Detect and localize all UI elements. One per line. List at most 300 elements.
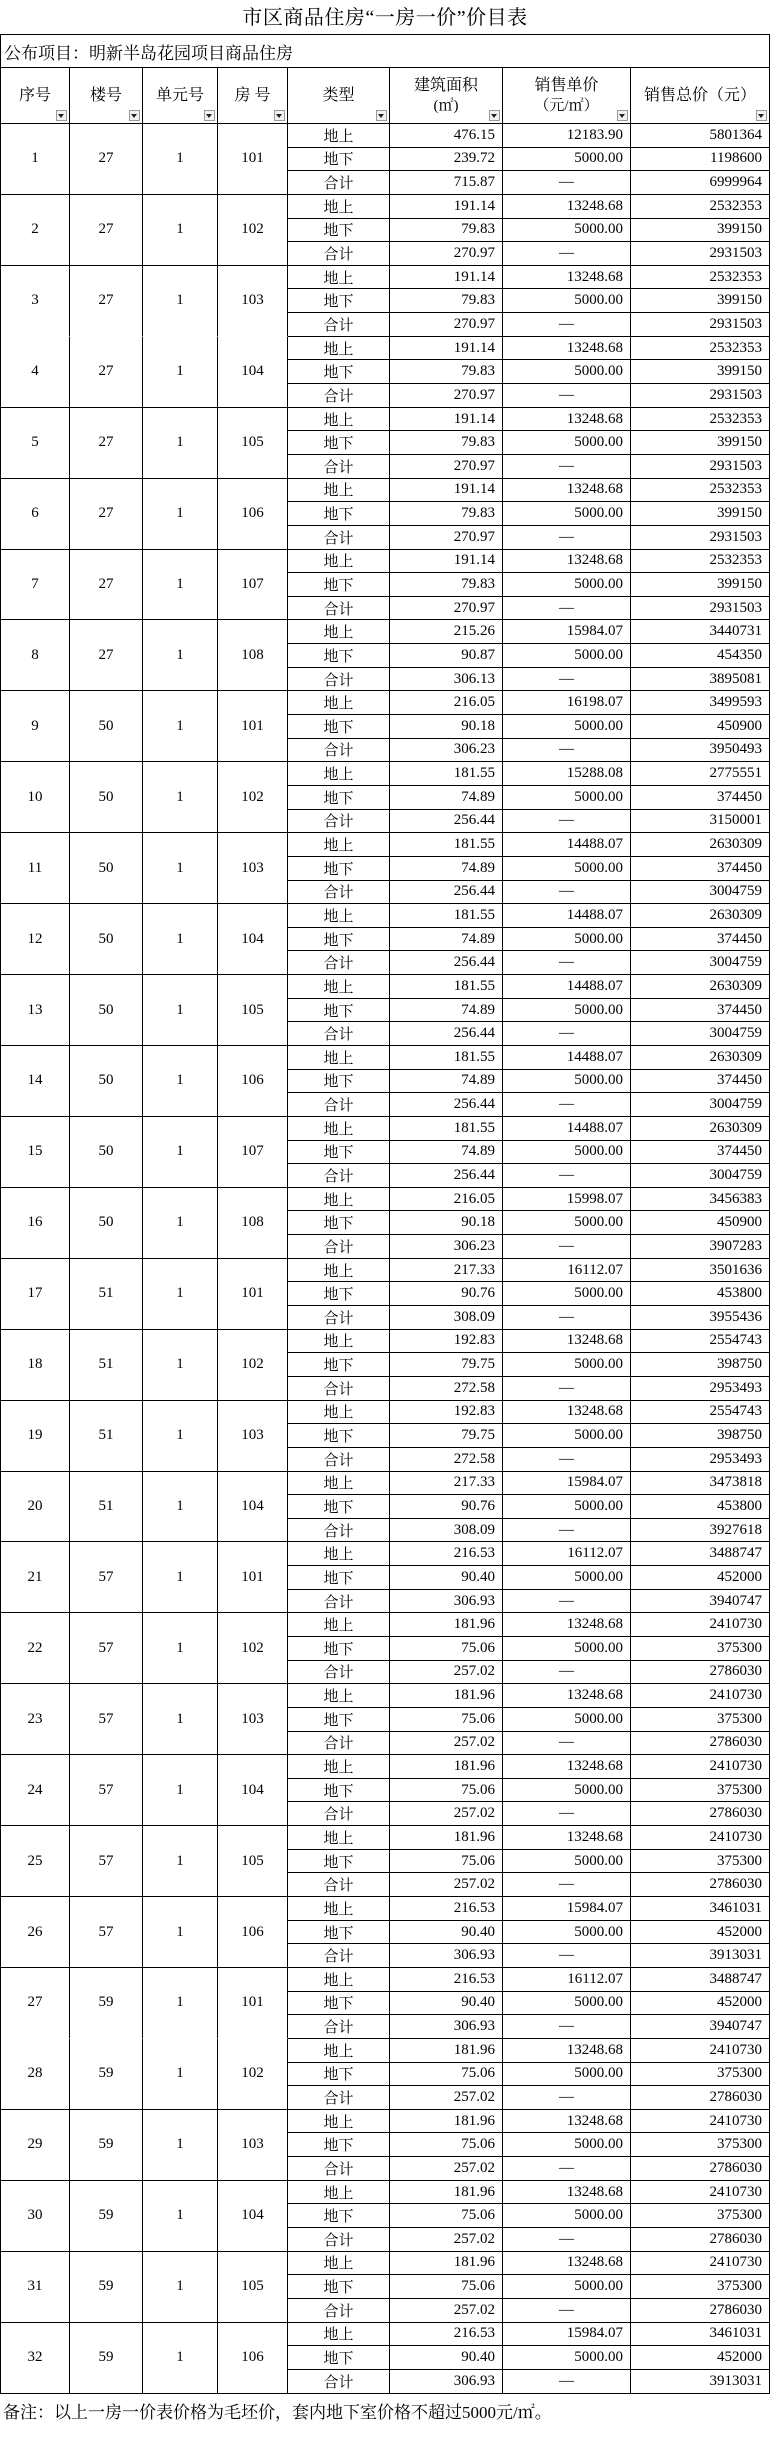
cell-total-price: 2953493 (631, 1448, 770, 1472)
cell-unit-price: — (503, 1306, 631, 1330)
cell-type: 地下 (288, 431, 390, 455)
cell-unit: 1 (143, 1755, 218, 1826)
cell-type: 地上 (288, 833, 390, 857)
cell-unit: 1 (143, 124, 218, 195)
cell-seq: 18 (1, 1330, 70, 1401)
cell-unit-price: 5000.00 (503, 360, 631, 384)
cell-unit-price: — (503, 1519, 631, 1543)
cell-area: 216.05 (390, 1188, 503, 1212)
cell-area: 257.02 (390, 2157, 503, 2181)
cell-room: 104 (218, 2181, 288, 2252)
cell-unit-price: 5000.00 (503, 1992, 631, 2016)
cell-building: 50 (70, 1117, 143, 1188)
cell-unit-price: 14488.07 (503, 904, 631, 928)
cell-unit-price: 5000.00 (503, 715, 631, 739)
cell-area: 181.55 (390, 1117, 503, 1141)
cell-total-price: 2410730 (631, 2252, 770, 2276)
cell-room: 102 (218, 762, 288, 833)
cell-unit-price: — (503, 455, 631, 479)
cell-building: 27 (70, 550, 143, 621)
cell-type: 地上 (288, 762, 390, 786)
cell-type: 地上 (288, 479, 390, 503)
cell-unit-price: — (503, 1802, 631, 1826)
cell-area: 257.02 (390, 2228, 503, 2252)
cell-room: 101 (218, 691, 288, 762)
cell-total-price: 2630309 (631, 975, 770, 999)
cell-unit: 1 (143, 1259, 218, 1330)
header-type (288, 68, 390, 124)
cell-seq: 29 (1, 2110, 70, 2181)
cell-total-price: 3461031 (631, 1897, 770, 1921)
cell-area: 306.93 (390, 1590, 503, 1614)
cell-total-price: 2786030 (631, 1661, 770, 1685)
cell-type: 地上 (288, 1117, 390, 1141)
cell-unit-price: 5000.00 (503, 1070, 631, 1094)
cell-type: 地下 (288, 2133, 390, 2157)
dropdown-filter-icon[interactable] (617, 110, 628, 121)
cell-type: 地下 (288, 219, 390, 243)
cell-area: 192.83 (390, 1401, 503, 1425)
cell-seq: 1 (1, 124, 70, 195)
cell-unit-price: 5000.00 (503, 1637, 631, 1661)
cell-type: 地上 (288, 1613, 390, 1637)
cell-unit-price: 15288.08 (503, 762, 631, 786)
cell-unit-price: 16112.07 (503, 1542, 631, 1566)
price-table (0, 34, 770, 2394)
cell-building: 59 (70, 1968, 143, 2039)
cell-type: 地下 (288, 1495, 390, 1519)
cell-total-price: 3955436 (631, 1306, 770, 1330)
cell-area: 257.02 (390, 2086, 503, 2110)
cell-total-price: 2630309 (631, 1117, 770, 1141)
cell-unit-price: — (503, 1448, 631, 1472)
cell-unit: 1 (143, 479, 218, 550)
cell-room: 108 (218, 1188, 288, 1259)
cell-unit-price: — (503, 2228, 631, 2252)
cell-unit: 1 (143, 408, 218, 479)
cell-total-price: 399150 (631, 502, 770, 526)
cell-room: 101 (218, 124, 288, 195)
cell-unit: 1 (143, 1401, 218, 1472)
cell-unit-price: 5000.00 (503, 219, 631, 243)
cell-unit-price: 5000.00 (503, 2275, 631, 2299)
cell-unit-price: — (503, 597, 631, 621)
cell-room: 105 (218, 2252, 288, 2323)
cell-unit-price: — (503, 668, 631, 692)
cell-type: 地下 (288, 289, 390, 313)
cell-unit: 1 (143, 691, 218, 762)
cell-type: 合计 (288, 2370, 390, 2394)
cell-building: 27 (70, 266, 143, 337)
cell-building: 27 (70, 620, 143, 691)
cell-type: 地上 (288, 337, 390, 361)
cell-type: 合计 (288, 1235, 390, 1259)
cell-unit: 1 (143, 620, 218, 691)
cell-area: 270.97 (390, 384, 503, 408)
cell-unit-price: 5000.00 (503, 1850, 631, 1874)
cell-unit-price: 15998.07 (503, 1188, 631, 1212)
cell-building: 50 (70, 904, 143, 975)
cell-seq: 26 (1, 1897, 70, 1968)
cell-total-price: 2786030 (631, 2299, 770, 2323)
cell-total-price: 3895081 (631, 668, 770, 692)
cell-unit: 1 (143, 833, 218, 904)
header-total-price (631, 68, 770, 124)
cell-type: 地下 (288, 1566, 390, 1590)
cell-seq: 6 (1, 479, 70, 550)
cell-area: 217.33 (390, 1259, 503, 1283)
cell-room: 103 (218, 266, 288, 337)
cell-type: 地上 (288, 975, 390, 999)
cell-total-price: 3456383 (631, 1188, 770, 1212)
cell-area: 306.13 (390, 668, 503, 692)
cell-unit-price: 13248.68 (503, 550, 631, 574)
cell-building: 27 (70, 479, 143, 550)
cell-total-price: 3913031 (631, 2370, 770, 2394)
cell-total-price: 399150 (631, 219, 770, 243)
cell-unit-price: 12183.90 (503, 124, 631, 148)
cell-unit-price: — (503, 384, 631, 408)
cell-area: 90.18 (390, 1211, 503, 1235)
cell-area: 308.09 (390, 1306, 503, 1330)
cell-unit-price: — (503, 526, 631, 550)
cell-room: 104 (218, 1755, 288, 1826)
cell-type: 合计 (288, 1377, 390, 1401)
cell-building: 27 (70, 408, 143, 479)
cell-type: 地下 (288, 928, 390, 952)
cell-total-price: 3004759 (631, 1093, 770, 1117)
cell-total-price: 3004759 (631, 1164, 770, 1188)
cell-type: 合计 (288, 1519, 390, 1543)
dropdown-filter-icon[interactable] (376, 110, 387, 121)
cell-unit: 1 (143, 2181, 218, 2252)
cell-area: 79.83 (390, 219, 503, 243)
cell-building: 50 (70, 833, 143, 904)
cell-area: 79.83 (390, 289, 503, 313)
cell-type: 地上 (288, 2110, 390, 2134)
cell-area: 90.76 (390, 1495, 503, 1519)
cell-type: 地上 (288, 904, 390, 928)
cell-total-price: 399150 (631, 360, 770, 384)
cell-seq: 23 (1, 1684, 70, 1755)
cell-unit-price: 13248.68 (503, 1613, 631, 1637)
cell-building: 59 (70, 2181, 143, 2252)
cell-total-price: 2931503 (631, 455, 770, 479)
dropdown-filter-icon[interactable] (756, 110, 767, 121)
cell-total-price: 452000 (631, 1566, 770, 1590)
cell-total-price: 3488747 (631, 1542, 770, 1566)
cell-unit-price: 14488.07 (503, 975, 631, 999)
cell-type: 合计 (288, 810, 390, 834)
cell-area: 256.44 (390, 951, 503, 975)
cell-seq: 25 (1, 1826, 70, 1897)
cell-unit-price: 5000.00 (503, 1495, 631, 1519)
header-label: 销售单价 (534, 76, 599, 94)
cell-unit-price: — (503, 1873, 631, 1897)
cell-total-price: 2931503 (631, 526, 770, 550)
cell-area: 90.40 (390, 1566, 503, 1590)
cell-unit-price: 5000.00 (503, 786, 631, 810)
cell-type: 地下 (288, 1992, 390, 2016)
header-label: 序号 (18, 86, 51, 104)
cell-type: 地上 (288, 1472, 390, 1496)
cell-seq: 17 (1, 1259, 70, 1330)
header-label: 房 号 (234, 86, 271, 104)
cell-building: 27 (70, 124, 143, 195)
cell-unit-price: 13248.68 (503, 266, 631, 290)
dropdown-filter-icon[interactable] (129, 110, 140, 121)
cell-unit: 1 (143, 2252, 218, 2323)
cell-area: 181.96 (390, 1684, 503, 1708)
project-name: 公布项目：明新半岛花园项目商品住房 (1, 35, 770, 68)
header-label: 建筑面积 (413, 76, 478, 94)
cell-type: 地下 (288, 1282, 390, 1306)
cell-room: 102 (218, 1330, 288, 1401)
cell-seq: 8 (1, 620, 70, 691)
cell-unit: 1 (143, 762, 218, 833)
cell-type: 地下 (288, 1424, 390, 1448)
cell-total-price: 374450 (631, 1070, 770, 1094)
cell-unit-price: — (503, 1235, 631, 1259)
cell-total-price: 3499593 (631, 691, 770, 715)
cell-total-price: 450900 (631, 1211, 770, 1235)
cell-unit-price: 13248.68 (503, 1826, 631, 1850)
header-unit-price (503, 68, 631, 124)
cell-area: 239.72 (390, 148, 503, 172)
cell-room: 105 (218, 1826, 288, 1897)
cell-unit: 1 (143, 195, 218, 266)
cell-type: 地下 (288, 2275, 390, 2299)
dropdown-filter-icon[interactable] (56, 110, 67, 121)
cell-total-price: 399150 (631, 573, 770, 597)
cell-room: 103 (218, 2110, 288, 2181)
cell-unit-price: — (503, 739, 631, 763)
cell-area: 181.96 (390, 2110, 503, 2134)
cell-seq: 10 (1, 762, 70, 833)
cell-area: 74.89 (390, 1141, 503, 1165)
cell-type: 地下 (288, 360, 390, 384)
cell-total-price: 375300 (631, 1779, 770, 1803)
cell-total-price: 3440731 (631, 620, 770, 644)
cell-seq: 13 (1, 975, 70, 1046)
cell-area: 90.18 (390, 715, 503, 739)
cell-building: 57 (70, 1897, 143, 1968)
cell-building: 59 (70, 2252, 143, 2323)
cell-unit-price: — (503, 313, 631, 337)
cell-area: 79.83 (390, 573, 503, 597)
cell-unit-price: 5000.00 (503, 1779, 631, 1803)
cell-type: 地下 (288, 715, 390, 739)
cell-area: 75.06 (390, 2133, 503, 2157)
cell-area: 181.55 (390, 975, 503, 999)
cell-room: 105 (218, 975, 288, 1046)
cell-room: 104 (218, 337, 288, 408)
cell-type: 合计 (288, 1164, 390, 1188)
cell-area: 74.89 (390, 928, 503, 952)
cell-unit-price: — (503, 1022, 631, 1046)
cell-unit-price: 5000.00 (503, 644, 631, 668)
cell-type: 地下 (288, 1353, 390, 1377)
cell-seq: 21 (1, 1542, 70, 1613)
cell-total-price: 2953493 (631, 1377, 770, 1401)
cell-total-price: 2410730 (631, 2039, 770, 2063)
cell-building: 59 (70, 2110, 143, 2181)
cell-unit-price: 13248.68 (503, 1755, 631, 1779)
cell-room: 104 (218, 904, 288, 975)
cell-unit: 1 (143, 2039, 218, 2110)
cell-total-price: 453800 (631, 1495, 770, 1519)
cell-area: 90.40 (390, 1921, 503, 1945)
cell-unit-price: 16198.07 (503, 691, 631, 715)
dropdown-filter-icon[interactable] (274, 110, 285, 121)
cell-unit-price: 5000.00 (503, 1353, 631, 1377)
cell-unit: 1 (143, 1117, 218, 1188)
cell-area: 191.14 (390, 550, 503, 574)
cell-type: 地上 (288, 1046, 390, 1070)
cell-total-price: 2532353 (631, 337, 770, 361)
cell-area: 74.89 (390, 1070, 503, 1094)
cell-seq: 32 (1, 2323, 70, 2394)
cell-building: 50 (70, 1188, 143, 1259)
cell-area: 306.93 (390, 2015, 503, 2039)
cell-area: 306.93 (390, 2370, 503, 2394)
cell-room: 101 (218, 1259, 288, 1330)
cell-building: 51 (70, 1401, 143, 1472)
cell-room: 102 (218, 2039, 288, 2110)
cell-building: 59 (70, 2323, 143, 2394)
cell-unit-price: 13248.68 (503, 2039, 631, 2063)
cell-total-price: 452000 (631, 1921, 770, 1945)
cell-total-price: 3461031 (631, 2323, 770, 2347)
cell-total-price: 2786030 (631, 1873, 770, 1897)
cell-unit-price: — (503, 1164, 631, 1188)
cell-area: 79.83 (390, 360, 503, 384)
cell-room: 102 (218, 1613, 288, 1684)
cell-total-price: 2786030 (631, 2086, 770, 2110)
cell-seq: 22 (1, 1613, 70, 1684)
cell-total-price: 450900 (631, 715, 770, 739)
cell-total-price: 374450 (631, 1141, 770, 1165)
cell-area: 74.89 (390, 999, 503, 1023)
cell-area: 256.44 (390, 810, 503, 834)
header-building (70, 68, 143, 124)
cell-total-price: 3501636 (631, 1259, 770, 1283)
cell-area: 270.97 (390, 242, 503, 266)
cell-type: 合计 (288, 2299, 390, 2323)
cell-total-price: 374450 (631, 857, 770, 881)
cell-area: 181.96 (390, 1613, 503, 1637)
cell-type: 合计 (288, 2086, 390, 2110)
cell-seq: 4 (1, 337, 70, 408)
cell-type: 地下 (288, 1850, 390, 1874)
cell-area: 181.96 (390, 2181, 503, 2205)
header-area (390, 68, 503, 124)
cell-type: 合计 (288, 1093, 390, 1117)
cell-building: 57 (70, 1542, 143, 1613)
header-label: 单元号 (155, 86, 204, 104)
cell-area: 75.06 (390, 2204, 503, 2228)
cell-building: 51 (70, 1472, 143, 1543)
cell-total-price: 2532353 (631, 408, 770, 432)
dropdown-filter-icon[interactable] (489, 110, 500, 121)
cell-type: 地下 (288, 999, 390, 1023)
cell-type: 地下 (288, 2204, 390, 2228)
cell-type: 合计 (288, 597, 390, 621)
cell-unit-price: 5000.00 (503, 999, 631, 1023)
cell-total-price: 2410730 (631, 2181, 770, 2205)
header-unit-label: （元/㎡） (534, 97, 599, 114)
cell-area: 90.40 (390, 2346, 503, 2370)
cell-type: 合计 (288, 1306, 390, 1330)
cell-seq: 16 (1, 1188, 70, 1259)
cell-room: 102 (218, 195, 288, 266)
cell-type: 地上 (288, 266, 390, 290)
cell-area: 181.96 (390, 1755, 503, 1779)
cell-type: 合计 (288, 1661, 390, 1685)
cell-building: 51 (70, 1330, 143, 1401)
cell-unit: 1 (143, 1968, 218, 2039)
cell-unit-price: — (503, 171, 631, 195)
cell-building: 57 (70, 1826, 143, 1897)
cell-area: 191.14 (390, 408, 503, 432)
cell-area: 257.02 (390, 1732, 503, 1756)
cell-unit-price: — (503, 951, 631, 975)
cell-type: 地上 (288, 408, 390, 432)
cell-unit-price: — (503, 810, 631, 834)
cell-building: 50 (70, 975, 143, 1046)
cell-total-price: 3940747 (631, 2015, 770, 2039)
cell-area: 75.06 (390, 2063, 503, 2087)
cell-building: 50 (70, 762, 143, 833)
cell-total-price: 453800 (631, 1282, 770, 1306)
cell-type: 合计 (288, 171, 390, 195)
cell-building: 59 (70, 2039, 143, 2110)
cell-area: 256.44 (390, 1093, 503, 1117)
cell-unit-price: — (503, 2299, 631, 2323)
dropdown-filter-icon[interactable] (204, 110, 215, 121)
cell-type: 合计 (288, 2015, 390, 2039)
cell-seq: 31 (1, 2252, 70, 2323)
cell-total-price: 3488747 (631, 1968, 770, 1992)
cell-type: 地上 (288, 2252, 390, 2276)
cell-total-price: 1198600 (631, 148, 770, 172)
cell-total-price: 374450 (631, 999, 770, 1023)
cell-total-price: 375300 (631, 2063, 770, 2087)
cell-area: 217.33 (390, 1472, 503, 1496)
cell-unit-price: 5000.00 (503, 2346, 631, 2370)
cell-type: 地上 (288, 1897, 390, 1921)
header-seq (1, 68, 70, 124)
cell-unit-price: — (503, 1590, 631, 1614)
cell-total-price: 3473818 (631, 1472, 770, 1496)
cell-total-price: 2931503 (631, 597, 770, 621)
cell-type: 地下 (288, 1211, 390, 1235)
cell-type: 地下 (288, 644, 390, 668)
cell-room: 106 (218, 479, 288, 550)
footnote: 备注：以上一房一价表价格为毛坯价，套内地下室价格不超过5000元/㎡。 (3, 2402, 552, 2422)
cell-type: 地下 (288, 148, 390, 172)
cell-unit: 1 (143, 1542, 218, 1613)
cell-area: 216.53 (390, 1542, 503, 1566)
cell-unit-price: — (503, 1093, 631, 1117)
cell-type: 地下 (288, 1070, 390, 1094)
cell-unit-price: 5000.00 (503, 1282, 631, 1306)
cell-unit-price: 15984.07 (503, 620, 631, 644)
cell-type: 地上 (288, 195, 390, 219)
cell-type: 地下 (288, 1637, 390, 1661)
cell-total-price: 375300 (631, 2275, 770, 2299)
cell-seq: 27 (1, 1968, 70, 2039)
